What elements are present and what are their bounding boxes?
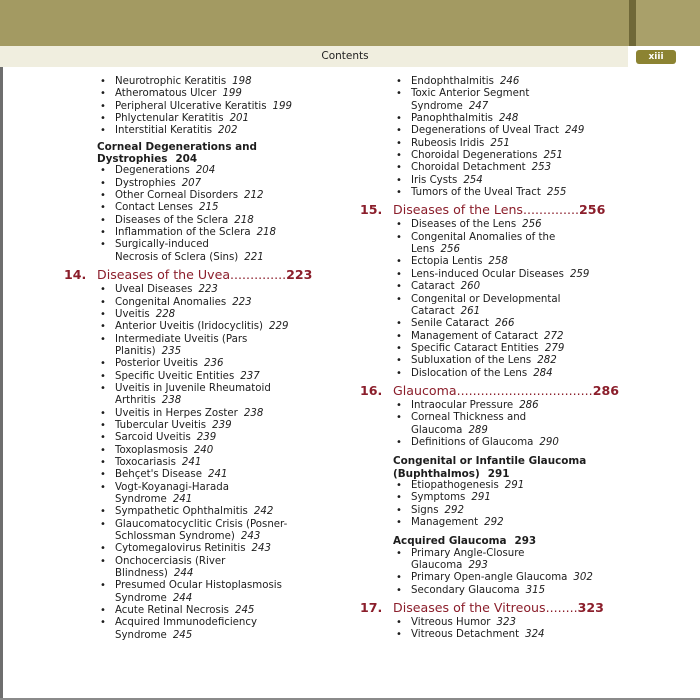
entry-text: Primary Angle-Closure bbox=[411, 547, 525, 559]
entry-page-number: 238 bbox=[243, 407, 264, 419]
entry-text: Corneal Degenerations and bbox=[97, 140, 257, 153]
toc-entry bbox=[360, 256, 635, 268]
entry-page-number: 315 bbox=[525, 584, 546, 596]
entry-page-number: 229 bbox=[269, 321, 289, 333]
entry-text: Intraocular Pressure bbox=[411, 399, 514, 411]
entry-text: Congenital or Developmental bbox=[411, 293, 561, 305]
entry-text: Choroidal Degenerations bbox=[411, 150, 538, 162]
toc-entry bbox=[64, 309, 346, 321]
entry-page-number: 212 bbox=[244, 190, 264, 202]
entry-page-number: 228 bbox=[155, 308, 176, 320]
entry-page-number: 291 bbox=[471, 492, 491, 504]
entry-text: Dystrophies bbox=[115, 177, 176, 189]
entry-page-number: 256 bbox=[440, 244, 460, 256]
toc-entry bbox=[64, 580, 346, 592]
entry-text: Surgically-induced bbox=[115, 239, 209, 251]
toc-entry bbox=[64, 371, 346, 383]
entry-text: Vogt-Koyanagi-Harada bbox=[115, 481, 229, 493]
entry-page-number: 204 bbox=[175, 153, 198, 166]
entry-text: Glaucoma bbox=[411, 560, 463, 572]
toc-entry bbox=[360, 318, 635, 330]
entry-text: Vitreous Detachment bbox=[411, 629, 520, 641]
toc-entry-continuation bbox=[360, 425, 635, 437]
toc-entry bbox=[360, 505, 635, 517]
toc-entry bbox=[360, 162, 635, 174]
toc-entry bbox=[64, 202, 346, 214]
toc-entry bbox=[64, 482, 346, 494]
toc-entry bbox=[64, 445, 346, 457]
entry-text: Diseases of the Sclera bbox=[115, 214, 229, 226]
toc-entry-continuation bbox=[64, 346, 346, 358]
chapter-leader-dots: ........ bbox=[545, 600, 578, 616]
entry-text: Sympathetic Ophthalmitis bbox=[115, 506, 248, 518]
toc-entry bbox=[64, 617, 346, 629]
toc-entry bbox=[360, 294, 635, 306]
entry-text: Intermediate Uveitis (Pars bbox=[115, 333, 248, 345]
toc-entry bbox=[360, 629, 635, 641]
entry-text: Dislocation of the Lens bbox=[411, 367, 528, 379]
chapter-leader-dots: .............. bbox=[230, 267, 287, 283]
toc-entry bbox=[360, 331, 635, 343]
toc-entry bbox=[360, 400, 635, 412]
entry-text: Toxoplasmosis bbox=[115, 444, 188, 456]
toc-entry-continuation bbox=[64, 630, 346, 642]
toc-entry-continuation bbox=[360, 560, 635, 572]
entry-text: Uveitis in Herpes Zoster bbox=[115, 407, 238, 419]
entry-text: Congenital Anomalies of the bbox=[411, 231, 556, 243]
entry-page-number: 256 bbox=[522, 219, 542, 231]
toc-entry bbox=[360, 343, 635, 355]
entry-text: Syndrome bbox=[115, 494, 167, 505]
entry-text: Interstitial Keratitis bbox=[115, 125, 213, 137]
toc-entry bbox=[64, 457, 346, 469]
entry-text: Behçet's Disease bbox=[115, 469, 202, 481]
toc-entry bbox=[64, 178, 346, 190]
entry-page-number: 198 bbox=[232, 76, 252, 87]
toc-entry bbox=[64, 88, 346, 100]
toc-entry bbox=[64, 408, 346, 420]
entry-text: Subluxation of the Lens bbox=[411, 355, 532, 367]
chapter-number: 15. bbox=[360, 202, 383, 218]
entry-text: Planitis) bbox=[115, 345, 156, 357]
entry-page-number: 286 bbox=[519, 399, 539, 411]
chapter-number: 16. bbox=[360, 382, 383, 398]
toc-entry bbox=[64, 556, 346, 568]
entry-page-number: 260 bbox=[460, 281, 481, 293]
toc-entry bbox=[360, 480, 635, 492]
toc-entry bbox=[360, 585, 635, 597]
toc-entry bbox=[64, 284, 346, 296]
chapter-leader-dots: .................................. bbox=[456, 382, 593, 398]
entry-page-number: 292 bbox=[484, 517, 504, 528]
entry-page-number: 266 bbox=[494, 318, 515, 330]
entry-page-number: 272 bbox=[544, 330, 564, 342]
entry-page-number: 243 bbox=[251, 543, 271, 555]
entry-text: Other Corneal Disorders bbox=[115, 190, 239, 202]
toc-entry bbox=[360, 412, 635, 424]
entry-text: Signs bbox=[411, 504, 439, 516]
toc-entry bbox=[360, 269, 635, 281]
entry-text: Acquired Immunodeficiency bbox=[115, 617, 258, 629]
entry-text: Congenital Anomalies bbox=[115, 296, 227, 308]
entry-text: Definitions of Glaucoma bbox=[411, 436, 534, 448]
entry-page-number: 258 bbox=[488, 256, 508, 268]
entry-text: Syndrome bbox=[411, 100, 463, 112]
toc-entry bbox=[64, 125, 346, 137]
entry-page-number: 218 bbox=[234, 214, 254, 226]
entry-text: Management bbox=[411, 517, 479, 528]
entry-page-number: 223 bbox=[198, 284, 218, 296]
toc-entry bbox=[360, 437, 635, 449]
toc-entry bbox=[360, 76, 635, 88]
entry-text: Panophthalmitis bbox=[411, 113, 493, 125]
toc-entry bbox=[64, 506, 346, 518]
entry-text: Etiopathogenesis bbox=[411, 479, 499, 491]
entry-text: Contact Lenses bbox=[115, 202, 193, 214]
toc-entry bbox=[64, 101, 346, 113]
entry-text: Anterior Uveitis (Iridocyclitis) bbox=[115, 321, 264, 333]
entry-text: Choroidal Detachment bbox=[411, 162, 526, 174]
toc-entry bbox=[64, 432, 346, 444]
toc-entry-continuation bbox=[64, 252, 346, 264]
toc-entry bbox=[64, 321, 346, 333]
toc-entry bbox=[360, 175, 635, 187]
entry-page-number: 218 bbox=[256, 227, 277, 239]
toc-entry bbox=[360, 368, 635, 380]
entry-text: Corneal Thickness and bbox=[411, 412, 527, 424]
entry-text: Uveitis in Juvenile Rheumatoid bbox=[115, 382, 271, 394]
entry-page-number: 291 bbox=[487, 467, 510, 480]
top-band-divider bbox=[629, 0, 636, 46]
entry-text: Congenital or Infantile Glaucoma bbox=[393, 455, 587, 468]
entry-page-number: 235 bbox=[161, 345, 182, 357]
toc-entry bbox=[360, 232, 635, 244]
chapter-page-number: 286 bbox=[592, 382, 619, 398]
entry-page-number: 204 bbox=[195, 165, 216, 177]
toc-entry bbox=[64, 297, 346, 309]
toc-entry-continuation bbox=[64, 568, 346, 580]
entry-text: Sarcoid Uveitis bbox=[115, 432, 191, 444]
entry-page-number: 289 bbox=[468, 424, 488, 436]
entry-text: Toxic Anterior Segment bbox=[411, 88, 530, 100]
toc-entry bbox=[64, 543, 346, 555]
entry-text: Tumors of the Uveal Tract bbox=[411, 187, 541, 199]
entry-text: Tubercular Uveitis bbox=[115, 419, 207, 431]
chapter-page-number: 256 bbox=[579, 202, 606, 218]
entry-page-number: 201 bbox=[229, 113, 250, 125]
entry-text: Lens-induced Ocular Diseases bbox=[411, 268, 564, 280]
entry-page-number: 236 bbox=[203, 358, 224, 370]
toc-entry bbox=[360, 617, 635, 629]
entry-page-number: 243 bbox=[240, 531, 261, 543]
entry-text: Dystrophies bbox=[97, 153, 168, 166]
entry-page-number: 290 bbox=[539, 436, 559, 448]
toc-entry bbox=[64, 76, 346, 88]
toc-entry-continuation bbox=[360, 101, 635, 113]
entry-text: Blindness) bbox=[115, 568, 168, 580]
entry-text: Acquired Glaucoma bbox=[393, 535, 507, 548]
entry-text: Syndrome bbox=[115, 592, 167, 604]
entry-text: Peripheral Ulcerative Keratitis bbox=[115, 100, 267, 112]
section-heading bbox=[64, 141, 346, 153]
chapter-title: Diseases of the Vitreous bbox=[393, 600, 546, 616]
top-band-tab bbox=[636, 0, 700, 46]
entry-text: Acute Retinal Necrosis bbox=[115, 605, 229, 617]
toc-entry bbox=[360, 572, 635, 584]
entry-page-number: 242 bbox=[253, 506, 274, 518]
entry-page-number: 245 bbox=[234, 605, 255, 617]
entry-text: Uveitis bbox=[115, 308, 150, 320]
chapter-page-number: 323 bbox=[577, 600, 604, 616]
toc-entry bbox=[360, 187, 635, 199]
entry-text: Phlyctenular Keratitis bbox=[115, 113, 224, 125]
entry-page-number: 239 bbox=[212, 419, 232, 431]
entry-text: Atheromatous Ulcer bbox=[115, 88, 217, 100]
toc-entry bbox=[360, 492, 635, 504]
toc-entry bbox=[64, 358, 346, 370]
entry-page-number: 240 bbox=[193, 444, 214, 456]
entry-page-number: 279 bbox=[544, 342, 565, 354]
entry-page-number: 244 bbox=[172, 592, 193, 604]
chapter-heading bbox=[360, 383, 635, 399]
entry-text: Glaucomatocyclitic Crisis (Posner- bbox=[115, 518, 288, 530]
entry-text: Degenerations of Uveal Tract bbox=[411, 125, 559, 137]
toc-entry bbox=[64, 469, 346, 481]
section-heading bbox=[360, 455, 635, 467]
entry-page-number: 199 bbox=[272, 100, 292, 112]
toc-entry-continuation bbox=[64, 593, 346, 605]
toc-entry bbox=[360, 138, 635, 150]
toc-entry bbox=[360, 125, 635, 137]
entry-text: Secondary Glaucoma bbox=[411, 584, 520, 596]
entry-page-number: 282 bbox=[537, 355, 557, 367]
entry-page-number: 202 bbox=[218, 125, 238, 137]
entry-page-number: 251 bbox=[543, 150, 563, 162]
entry-page-number: 292 bbox=[444, 504, 464, 516]
entry-page-number: 293 bbox=[468, 560, 488, 572]
toc-entry bbox=[360, 219, 635, 231]
entry-text: Necrosis of Sclera (Sins) bbox=[115, 251, 239, 263]
entry-page-number: 249 bbox=[564, 125, 585, 137]
entry-text: Endophthalmitis bbox=[411, 76, 494, 87]
entry-page-number: 245 bbox=[172, 629, 193, 641]
toc-entry bbox=[64, 227, 346, 239]
entry-text: Diseases of the Lens bbox=[411, 219, 517, 231]
toc-entry-continuation bbox=[64, 395, 346, 407]
entry-text: Toxocariasis bbox=[115, 456, 176, 468]
chapter-heading bbox=[360, 202, 635, 218]
entry-page-number: 255 bbox=[546, 187, 567, 199]
toc-entry bbox=[64, 519, 346, 531]
entry-text: Uveal Diseases bbox=[115, 284, 193, 296]
entry-page-number: 248 bbox=[498, 113, 519, 125]
entry-text: Ectopia Lentis bbox=[411, 256, 483, 268]
entry-text: Posterior Uveitis bbox=[115, 358, 198, 370]
entry-text: Inflammation of the Sclera bbox=[115, 227, 251, 239]
entry-page-number: 251 bbox=[490, 137, 510, 149]
toc-entry-continuation bbox=[360, 306, 635, 318]
toc-entry-continuation bbox=[64, 531, 346, 543]
toc-entry bbox=[360, 150, 635, 162]
entry-text: Specific Uveitic Entities bbox=[115, 370, 235, 382]
entry-page-number: 253 bbox=[531, 162, 552, 174]
entry-page-number: 241 bbox=[181, 456, 202, 468]
entry-text: Iris Cysts bbox=[411, 174, 458, 186]
section-heading bbox=[64, 153, 346, 165]
toc-entry bbox=[360, 355, 635, 367]
entry-text: Senile Cataract bbox=[411, 318, 489, 330]
entry-page-number: 215 bbox=[198, 202, 219, 214]
entry-page-number: 239 bbox=[196, 432, 217, 444]
entry-text: Glaucoma bbox=[411, 424, 463, 436]
entry-page-number: 247 bbox=[468, 100, 489, 112]
entry-text: Degenerations bbox=[115, 165, 190, 177]
page-number-badge: xiii bbox=[636, 50, 676, 64]
entry-text: Rubeosis Iridis bbox=[411, 137, 485, 149]
entry-text: Cataract bbox=[411, 305, 455, 317]
toc-entry bbox=[360, 88, 635, 100]
chapter-leader-dots: .............. bbox=[523, 202, 580, 218]
entry-text: Lens bbox=[411, 244, 435, 256]
toc-entry bbox=[360, 281, 635, 293]
section-heading bbox=[360, 468, 635, 480]
entry-page-number: 241 bbox=[208, 469, 228, 481]
toc-entry bbox=[64, 605, 346, 617]
toc-entry bbox=[64, 215, 346, 227]
toc-entry-continuation bbox=[64, 494, 346, 506]
chapter-title: Glaucoma bbox=[393, 382, 457, 398]
entry-text: Neurotrophic Keratitis bbox=[115, 76, 227, 87]
entry-text: (Buphthalmos) bbox=[393, 467, 480, 480]
entry-page-number: 302 bbox=[573, 572, 593, 584]
toc-entry bbox=[64, 113, 346, 125]
entry-page-number: 223 bbox=[232, 296, 252, 308]
entry-page-number: 291 bbox=[504, 479, 525, 491]
chapter-title: Diseases of the Lens bbox=[393, 202, 523, 218]
entry-text: Presumed Ocular Histoplasmosis bbox=[115, 580, 282, 592]
entry-page-number: 238 bbox=[161, 395, 182, 407]
toc-column-left bbox=[64, 76, 346, 642]
toc-entry bbox=[64, 165, 346, 177]
chapter-page-number: 223 bbox=[286, 267, 313, 283]
section-heading bbox=[360, 535, 635, 547]
toc-entry bbox=[64, 239, 346, 251]
entry-page-number: 324 bbox=[525, 629, 545, 641]
entry-page-number: 259 bbox=[569, 268, 590, 280]
entry-text: Onchocerciasis (River bbox=[115, 555, 226, 567]
entry-page-number: 241 bbox=[172, 494, 193, 505]
entry-page-number: 244 bbox=[173, 568, 194, 580]
entry-text: Cataract bbox=[411, 281, 455, 293]
chapter-number: 17. bbox=[360, 600, 383, 616]
entry-page-number: 323 bbox=[496, 617, 516, 629]
entry-page-number: 246 bbox=[499, 76, 520, 87]
toc-entry bbox=[64, 383, 346, 395]
entry-page-number: 237 bbox=[240, 370, 260, 382]
entry-text: Specific Cataract Entities bbox=[411, 342, 539, 354]
entry-text: Syndrome bbox=[115, 629, 167, 641]
toc-entry bbox=[360, 548, 635, 560]
page-edge-strip bbox=[0, 0, 3, 700]
toc-entry bbox=[64, 420, 346, 432]
entry-page-number: 293 bbox=[514, 535, 537, 548]
toc-column-right bbox=[360, 76, 635, 642]
chapter-heading bbox=[64, 267, 346, 283]
chapter-number: 14. bbox=[64, 267, 87, 283]
entry-text: Vitreous Humor bbox=[411, 617, 491, 629]
chapter-title: Diseases of the Uvea bbox=[97, 267, 231, 283]
toc-entry bbox=[64, 334, 346, 346]
top-decorative-band bbox=[0, 0, 700, 46]
entry-page-number: 254 bbox=[463, 174, 483, 186]
entry-text: Schlossman Syndrome) bbox=[115, 531, 235, 543]
entry-text: Management of Cataract bbox=[411, 330, 539, 342]
toc-entry bbox=[360, 517, 635, 529]
entry-page-number: 199 bbox=[222, 88, 242, 100]
toc-entry-continuation bbox=[360, 244, 635, 256]
entry-text: Primary Open-angle Glaucoma bbox=[411, 572, 568, 584]
running-header-title: Contents bbox=[321, 50, 369, 62]
toc-entry bbox=[64, 190, 346, 202]
chapter-heading bbox=[360, 600, 635, 616]
entry-text: Arthritis bbox=[115, 395, 156, 407]
entry-text: Cytomegalovirus Retinitis bbox=[115, 543, 246, 555]
entry-page-number: 261 bbox=[460, 305, 481, 317]
toc-entry bbox=[360, 113, 635, 125]
entry-text: Symptoms bbox=[411, 492, 466, 504]
entry-page-number: 284 bbox=[533, 367, 553, 379]
entry-page-number: 207 bbox=[181, 177, 202, 189]
entry-page-number: 221 bbox=[244, 251, 264, 263]
